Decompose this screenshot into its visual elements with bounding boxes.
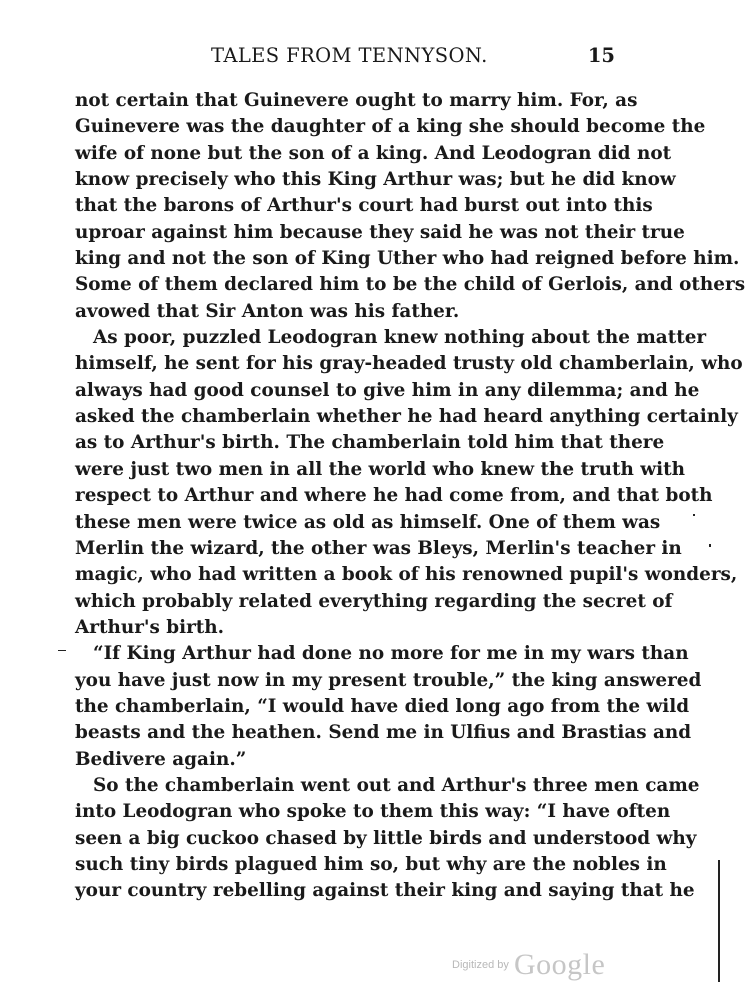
running-head	[75, 44, 615, 74]
text-line: uproar against him because they said he was not their true	[75, 221, 685, 243]
text-line: the chamberlain, “I would have died long ago from the wild	[75, 695, 690, 717]
body-text	[75, 88, 745, 905]
text-line: So the chamberlain went out and Arthur's three men came	[93, 774, 700, 796]
text-line: Arthur's birth.	[75, 616, 225, 638]
text-line: magic, who had written a book of his renowned pupil's wonders,	[75, 564, 738, 586]
text-line: as to Arthur's birth. The chamberlain told him that there	[75, 432, 665, 454]
text-line: asked the chamberlain whether he had heard anything certainly	[75, 406, 738, 428]
text-line: Bedivere again.”	[75, 748, 247, 770]
text-line: seen a big cuckoo chased by little birds and understood why	[75, 827, 697, 849]
text-line: such tiny birds plagued him so, but why are the nobles in	[75, 853, 667, 875]
text-line: not certain that Guinevere ought to marry him. For, as	[75, 90, 638, 111]
text-line: respect to Arthur and where he had come from, and that both	[75, 485, 713, 507]
digitized-by-google-watermark	[452, 948, 605, 988]
text-line: Some of them declared him to be the child of Gerlois, and others	[75, 274, 745, 296]
text-line: into Leodogran who spoke to them this way: “I have often	[75, 801, 671, 823]
text-line: you have just now in my present trouble,” the king answered	[75, 669, 702, 691]
text-line: beasts and the heathen. Send me in Ulfius and Brastias and	[75, 722, 692, 744]
text-line: “If King Arthur had done no more for me in my wars than	[93, 643, 689, 665]
scan-artifact-dot	[709, 544, 711, 547]
google-logo: Google	[513, 948, 606, 981]
running-title: TALES FROM TENNYSON.	[211, 44, 488, 67]
scan-artifact-dot	[693, 514, 695, 516]
watermark-prefix: Digitized by	[452, 959, 509, 971]
scan-artifact-dash	[58, 650, 66, 651]
text-line: know precisely who this King Arthur was; but he did know	[75, 169, 676, 191]
text-line: always had good counsel to give him in any dilemma; and he	[75, 379, 700, 401]
text-line: were just two men in all the world who knew the truth with	[75, 458, 685, 480]
text-line: which probably related everything regarding the secret of	[75, 590, 673, 612]
page-number: 15	[587, 44, 615, 67]
text-line: As poor, puzzled Leodogran knew nothing about the matter	[93, 327, 707, 349]
text-line: king and not the son of King Uther who had reigned before him.	[75, 248, 740, 270]
text-line: wife of none but the son of a king. And Leodogran did not	[75, 142, 672, 164]
text-line: these men were twice as old as himself. One of them was	[75, 511, 661, 533]
text-line: your country rebelling against their king and saying that he	[75, 880, 695, 902]
text-line: himself, he sent for his gray-headed trusty old chamberlain, who	[75, 353, 743, 375]
text-line: Merlin the wizard, the other was Bleys, Merlin's teacher in	[75, 537, 682, 559]
text-line: that the barons of Arthur's court had burst out into this	[75, 195, 653, 217]
text-line: avowed that Sir Anton was his father.	[75, 300, 460, 322]
scan-artifact-line	[718, 860, 720, 982]
text-line: Guinevere was the daughter of a king she should become the	[75, 116, 706, 138]
